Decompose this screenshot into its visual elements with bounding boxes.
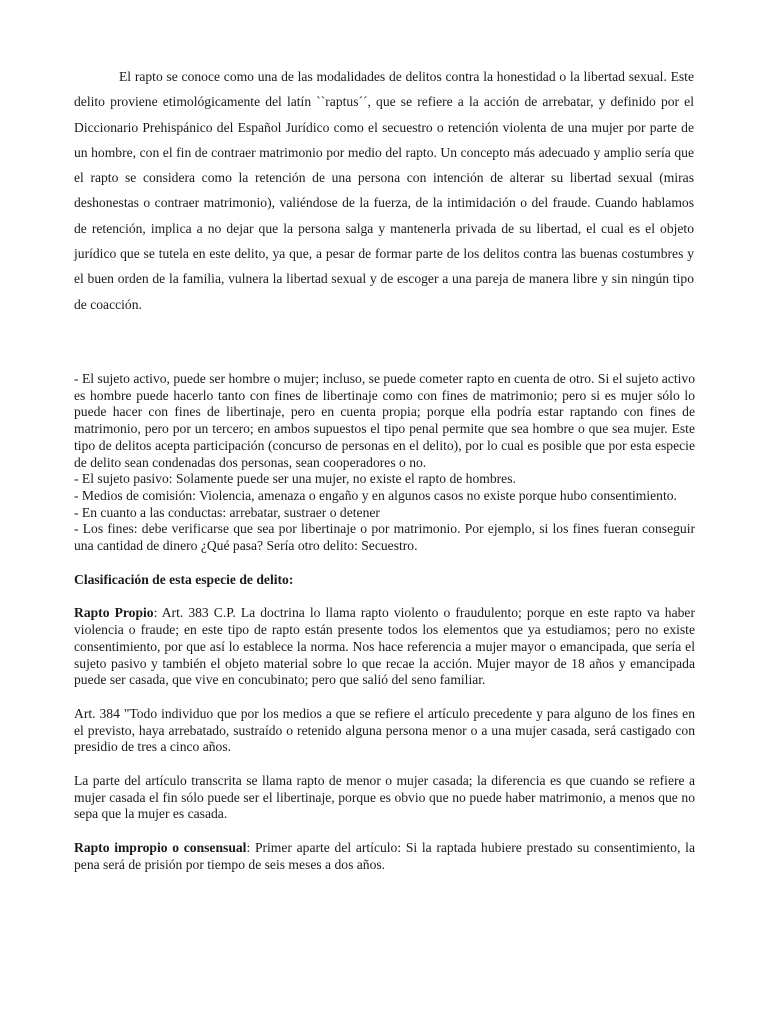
rapto-propio-term: Rapto Propio bbox=[74, 605, 154, 621]
intro-paragraph bbox=[74, 64, 694, 317]
list-item: - Los fines: debe verificarse que sea por libertinaje o por matrimonio. Por ejemplo, si los fines fueran conseguir una cantidad de dinero ¿Qué pasa? Sería otro delito: Secuestro. bbox=[74, 521, 695, 554]
rapto-propio-paragraph bbox=[74, 605, 695, 689]
classification-heading: Clasificación de esta especie de delito: bbox=[74, 571, 294, 587]
list-item: - El sujeto pasivo: Solamente puede ser una mujer, no existe el rapto de hombres. bbox=[74, 471, 516, 487]
rapto-impropio-paragraph bbox=[74, 840, 695, 873]
intro-text: El rapto se conoce como una de las modalidades de delitos contra la honestidad o la libertad sexual. Este delito proviene etimológicamente del latín ``raptus´´, que se refiere a la acción de arrebatar, y definido por el Diccionario Prehispánico del Español Jurídico como el secuestro o retención violenta de una mujer por parte de un hombre, con el fin de contraer matrimonio por medio del rapto. Un concepto más adecuado y amplio sería que el rapto se considera como la retención de una persona con intención de alterar su libertad sexual (miras deshonestas o contraer matrimonio), valiéndose de la fuerza, de la intimidación o del fraude. Cuando hablamos de retención, implica a no dejar que la persona salga y mantenerla privada de su libertad, el cual es el objeto jurídico que se tutela en este delito, ya que, a pesar de formar parte de los delitos contra las buenas costumbres y el buen orden de la familia, vulnera la libertad sexual y de escoger a una pareja de manera libre y sin ningún tipo de coacción. bbox=[74, 69, 694, 312]
list-item: - En cuanto a las conductas: arrebatar, sustraer o detener bbox=[74, 504, 380, 520]
rapto-impropio-text: : Primer aparte del artículo: Si la raptada hubiere prestado su consentimiento, la pena será de prisión por tiempo de seis meses a dos años. bbox=[74, 840, 695, 872]
list-item: - Medios de comisión: Violencia, amenaza o engaño y en algunos casos no existe porque hubo consentimiento. bbox=[74, 487, 677, 503]
art-384-paragraph: Art. 384 "Todo individuo que por los medios a que se refiere el artículo precedente y para alguno de los fines en el previsto, haya arrebatado, sustraído o retenido alguna persona menor o a una mujer casada, será castigado con presidio de tres a cinco años. bbox=[74, 705, 695, 755]
rapto-impropio-term: Rapto impropio o consensual bbox=[74, 840, 247, 856]
rapto-propio-text: : Art. 383 C.P. La doctrina lo llama rapto violento o fraudulento; porque en este rapto va haber violencia o fraude; en este tipo de rapto están presente todos los elementos que ya estudiamos; pero no existe consentimiento, por que así lo establece la norma. Nos hace referencia a mujer mayor o emancipada, que sería el sujeto pasivo y también el objeto material sobre lo que recae la acción. Mujer mayor de 18 años y emancipada puede ser casada, que vive en concubinato; pero que salió del seno familiar. bbox=[74, 605, 695, 688]
list-item: - El sujeto activo, puede ser hombre o mujer; incluso, se puede cometer rapto en cuenta de otro. Si el sujeto activo es hombre puede hacerlo tanto con fines de libertinaje como con fines de matrimonio; pero si es mujer sólo lo puede hacer con fines de libertinaje, pero en cuenta propia; porque ella podría estar raptando con fines de matrimonio, pero por un tercero; en ambos supuestos el tipo penal permite que sea hombre o que sea mujer. Este tipo de delitos acepta participación (concurso de personas en el delito), por lo cual es posible que por esta especie de delito sean condenadas dos personas, sean cooperadores o no. bbox=[74, 371, 695, 470]
transcribed-part-paragraph: La parte del artículo transcrita se llama rapto de menor o mujer casada; la diferencia es que cuando se refiere a mujer casada el fin sólo puede ser el libertinaje, porque es obvio que no puede haber matrimonio, a menos que no sepa que la mujer es casada. bbox=[74, 773, 695, 822]
document-body bbox=[74, 371, 695, 874]
